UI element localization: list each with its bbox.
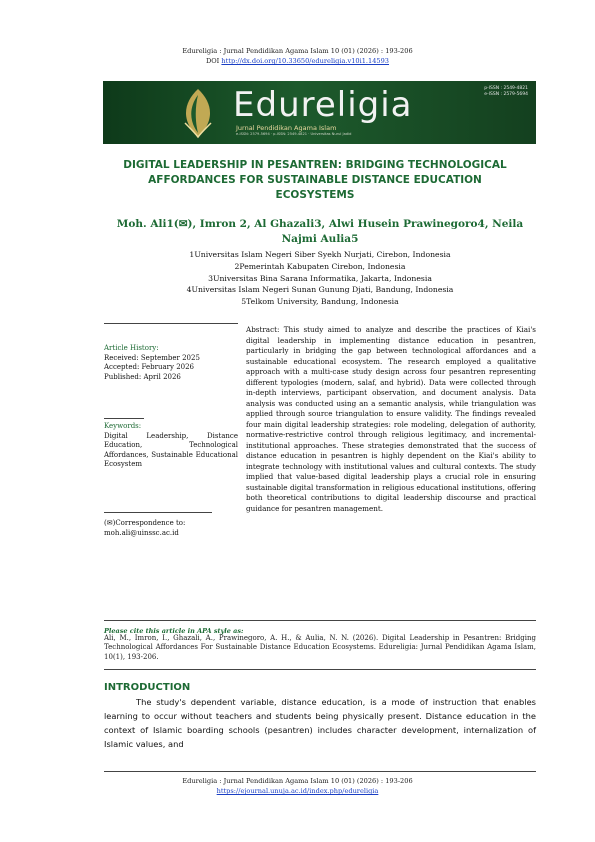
journal-url-link[interactable]: https://ejournal.unuja.ac.id/index.php/edureligia <box>216 787 379 795</box>
affiliation-item: 3Universitas Bina Sarana Informatika, Jakarta, Indonesia <box>208 273 432 283</box>
published-date: Published: April 2026 <box>104 372 181 381</box>
accepted-date: Accepted: February 2026 <box>104 363 195 371</box>
issn-print: p-ISSN : 2549-4821 <box>484 86 528 91</box>
introduction-paragraph: The study's dependent variable, distance education, is a mode of instruction that enables learning to occur without teachers and students being physically present. Distance education in the context of Islamic boarding schools (pesantren) includes character development, internalization of Islamic values, and <box>104 697 536 749</box>
correspondence-label: (✉)Correspondence to: <box>104 519 186 527</box>
doi-link[interactable]: http://dx.doi.org/10.33650/edureligia.v10i1.14593 <box>221 57 390 65</box>
sidebar-top-rule <box>104 323 238 324</box>
keywords-block <box>104 422 238 470</box>
footer-journal-line: Edureligia : Jurnal Pendidikan Agama Islam 10 (01) (2026) : 193-206 <box>182 777 413 785</box>
footer-url-line <box>0 787 595 795</box>
keywords-rule <box>104 418 144 419</box>
article-title <box>90 158 540 203</box>
running-header: Edureligia : Jurnal Pendidikan Agama Islam 10 (01) (2026) : 193-206 <box>182 47 413 55</box>
title-line: ECOSYSTEMS <box>275 189 355 201</box>
author-list: Moh. Ali1(✉), Imron 2, Al Ghazali3, Alwi Husein Prawinegoro4, Neila Najmi Aulia5 <box>116 218 524 245</box>
issn-electronic: e-ISSN : 2579-5694 <box>484 92 528 97</box>
correspondence-block <box>104 519 238 538</box>
correspondence-email[interactable]: moh.ali@uinssc.ac.id <box>104 528 179 537</box>
article-history-label: Article History: <box>104 344 159 352</box>
doi-line <box>0 57 595 65</box>
section-heading-introduction: INTRODUCTION <box>104 682 191 693</box>
keywords-label: Keywords: <box>104 422 142 430</box>
title-line: AFFORDANCES FOR SUSTAINABLE DISTANCE EDUCATION <box>148 174 482 186</box>
article-history <box>104 344 238 382</box>
affiliation-item: 2Pemerintah Kabupaten Cirebon, Indonesia <box>234 261 406 271</box>
citation-bottom-rule <box>104 669 536 670</box>
citation-top-rule <box>104 620 536 621</box>
journal-tagline: e-ISSN: 2579-5694 · p-ISSN: 2549-4821 · Universitas Nurul Jadid <box>236 132 352 136</box>
journal-banner <box>103 81 536 144</box>
affiliations <box>100 249 540 308</box>
received-date: Received: September 2025 <box>104 353 200 362</box>
correspondence-rule <box>104 512 212 513</box>
citation-heading: Please cite this article in APA style as: <box>104 627 244 635</box>
title-line: DIGITAL LEADERSHIP IN PESANTREN: BRIDGING TECHNOLOGICAL <box>123 159 507 171</box>
affiliation-item: 4Universitas Islam Negeri Sunan Gunung Djati, Bandung, Indonesia <box>186 285 454 295</box>
issn-block <box>484 86 528 98</box>
keywords-text: Digital Leadership, Distance Education, Technological Affordances, Sustainable Educational Ecosystem <box>104 431 238 468</box>
journal-brand: Edureligia <box>233 85 413 125</box>
journal-logo-icon <box>173 87 223 139</box>
doi-prefix: DOI <box>205 57 220 65</box>
journal-subtitle: Jurnal Pendidikan Agama Islam <box>236 124 337 132</box>
affiliation-item: 5Telkom University, Bandung, Indonesia <box>241 297 399 307</box>
affiliation-item: 1Universitas Islam Negeri Siber Syekh Nurjati, Cirebon, Indonesia <box>189 250 451 259</box>
citation-text: Ali, M., Imron, I., Ghazali, A., Prawinegoro, A. H., & Aulia, N. N. (2026). Digital Leadership in Pesantren: Bridging Technological Affordances For Sustainable Distance Education Ecosystems. Edureligia: Jurnal Pendidikan Agama Islam, 10(1), 193-206. <box>104 634 536 661</box>
abstract-text: Abstract: This study aimed to analyze and describe the practices of Kiai's digital leadership in implementing distance education in pesantren, particularly in bridging the gap between technological affordances and a sustainable educational ecosystem. The research employed a qualitative approach with a multi-case study design across four pesantren representing different typologies (modern, salaf, and hybrid). Data were collected through in-depth interviews, participant observation, and document analysis. Data analysis was conducted using an a semantic analysis, while triangulation was applied through source triangulation to ensure validity. The findings revealed four main digital leadership strategies: role modeling, delegation of authority, normative-restrictive control through religious legitimacy, and incremental-institutional approaches. These strategies demonstrated that the success of distance education in pesantren is highly dependent on the Kiai's ability to integrate technology with institutional values and cultural contexts. The study implied that value-based digital leadership plays a crucial role in ensuring sustainable digital transformation in religious educational institutions, offering both theoretical contributions to digital leadership discourse and practical guidance for pesantren management. <box>246 325 536 513</box>
footer-rule <box>104 771 536 772</box>
